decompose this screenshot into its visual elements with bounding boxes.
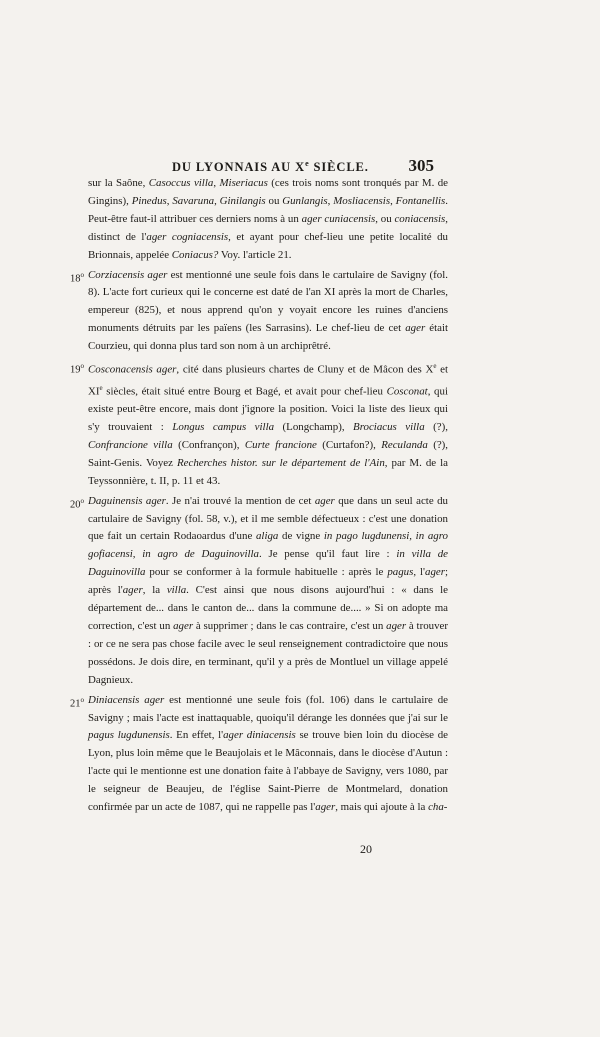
entry-number: 18$^o$ xyxy=(70,270,84,285)
signature-mark: 20 xyxy=(360,842,372,856)
entry-21: 21$^o$ Diniacensis ager est mentionné une seule fois (fol. 106) dans le cartulaire de Savigny ; mais l'acte est inattaquable, quoiqu'il dérange les données que j'ai sur le pagus lugdunensis. En effet, l'ager diniacensis se trouve bien loin du diocèse de Lyon, plus loin même que le Beaujolais et le Mâconnais, dans le diocèse d'Autun : l'acte qui le mentionne est une donation faite à l'abbaye de Savigny, vers 1080, par le seigneur de Beaujeu, de l'église Saint-Pierre de Montmelard, donation confirmée par un acte de 1087, qui ne rappelle pas l'ager, mais qui ajoute à la cha- xyxy=(70,693,449,814)
entry-18: 18$^o$ Corziacensis ager est mentionné une seule fois dans le cartulaire de Savigny (fol. 8). L'acte fort curieux qui le concerne est daté de l'an XI après la mort de Charles, empereur (825), et nous apprend qu'on y voyait encore les ruines d'anciens monuments détruits par les païens (les Sarrasins). Le chef-lieu de cet ager était Courzieu, qui donna plus tard son nom à un archiprêtré. xyxy=(70,268,449,353)
entry-number: 19$^o$ xyxy=(70,362,84,376)
entry-number: 21$^o$ xyxy=(70,695,84,710)
entry-number: 20$^o$ xyxy=(70,496,84,511)
running-head-sup: e xyxy=(305,158,310,168)
page-number: 305 xyxy=(408,156,434,175)
entry-20: 20$^o$ Daguinensis ager. Je n'ai trouvé la mention de cet ager que dans un seul acte du cartulaire de Savigny (fol. 58, v.), et il me semble défectueux : c'est une donation que fait un certain Rodaoardus d'une aliga de vigne in pago lugdunensi, in agro gofiacensi, in agro de Daguinovilla. Je pense qu'il faut lire : in villa de Daguinovilla pour se conformer à la formule habituelle : après le pagus, l'ager; après l'ager, la villa. C'est ainsi que nous disons aujourd'hui : « dans le département de... dans le canton de... dans la commune de.... » Si on adopte ma correction, c'est un ager à supprimer ; dans le cas contraire, c'est un ager à trouver : or ce ne sera pas chose facile avec le seul renseignement contradictoire que nous possédons. Je dois dire, en terminant, qu'il y a près de Montluel un village appelé Dagnieux. xyxy=(70,494,449,686)
page-header xyxy=(172,156,434,176)
running-head xyxy=(172,159,369,175)
running-head-text: DU LYONNAIS AU X xyxy=(172,160,306,174)
body-text xyxy=(70,175,449,819)
paragraph-continuation: sur la Saône, Casoccus villa, Miseriacus (ces trois noms sont tronqués par M. de Gingins), Pinedus, Savaruna, Ginilangis ou Gunlangis, Mosliacensis, Fontanellis. Peut-être faut-il attribuer ces derniers noms à un ager cuniacensis, ou coniacensis, distinct de l'ager cogniacensis, et ayant pour chef-lieu une petite localité du Brionnais, appelée Coniacus? Voy. l'article 21. xyxy=(88,177,449,261)
running-head-tail: SIÈCLE. xyxy=(309,160,369,174)
entry-19: 19$^o$ Cosconacensis ager, cité dans plusieurs chartes de Cluny et de Mâcon des Xe et XIe siècles, était situé entre Bourg et Bagé, et avait pour chef-lieu Cosconat, qui existe peut-être encore, mais dont j'ignore la position. Voici la liste des lieux qui s'y trouvaient : Longus campus villa (Longchamp), Brociacus villa (?), Confrancione villa (Confrançon), Curte francione (Curtafon?), Reculanda (?), Saint-Genis. Voyez Recherches histor. sur le département de l'Ain, par M. de la Teyssonnière, t. II, p. 11 et 43. xyxy=(80,358,448,491)
